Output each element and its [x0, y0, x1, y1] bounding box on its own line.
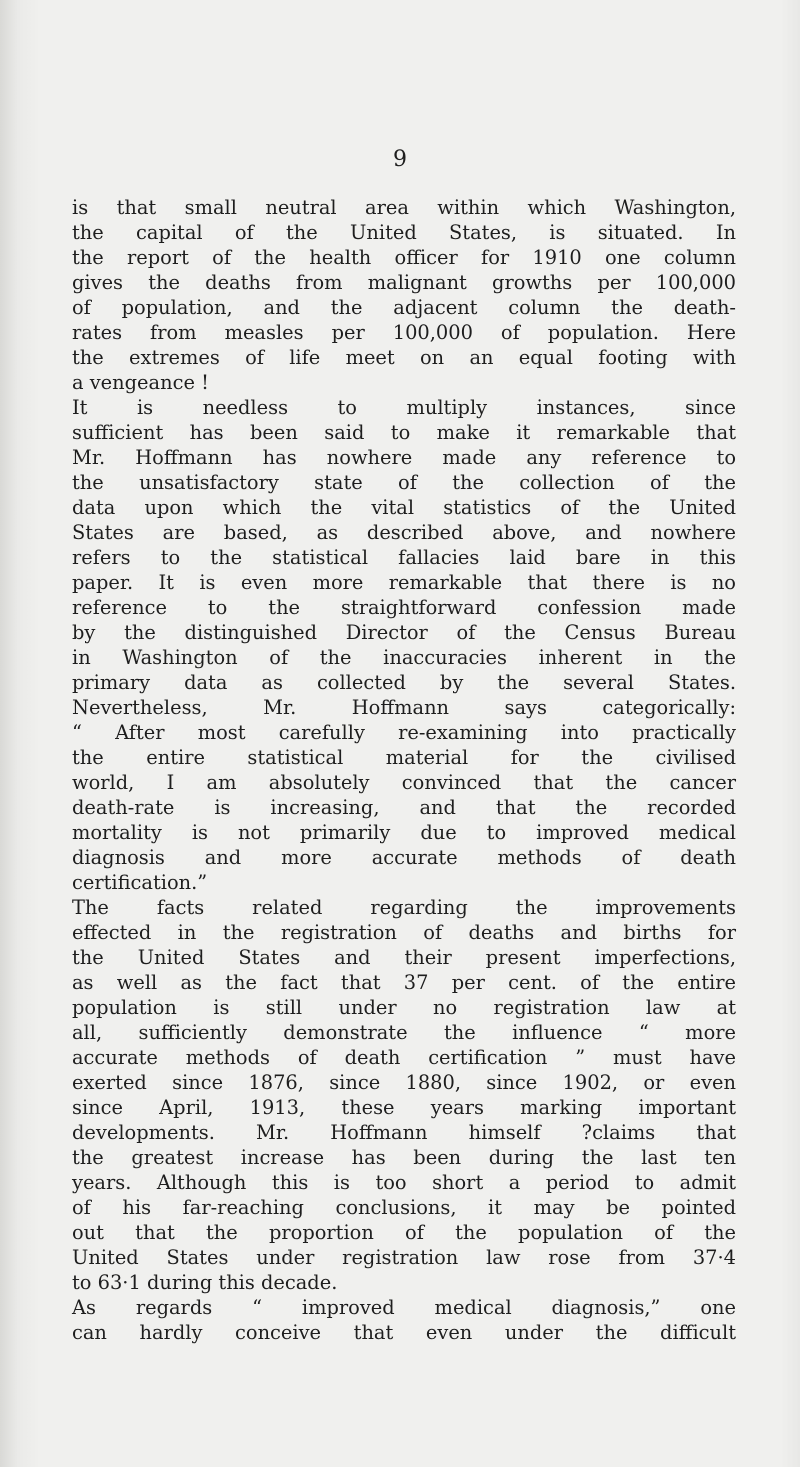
text-line: by the distinguished Director of the Census Bureau	[72, 621, 736, 644]
text-line: paper. It is even more remarkable that there is no	[72, 571, 736, 594]
text-line: death-rate is increasing, and that the recorded	[72, 796, 736, 819]
text-line: all, sufficiently demonstrate the influence “ more	[72, 1021, 736, 1044]
text-line: the extremes of life meet on an equal footing with	[72, 346, 736, 369]
text-line: years. Although this is too short a period to admit	[72, 1171, 736, 1194]
text-line: effected in the registration of deaths and births for	[72, 921, 736, 944]
text-line: exerted since 1876, since 1880, since 1902, or even	[72, 1071, 736, 1094]
text-line: since April, 1913, these years marking important	[72, 1096, 736, 1119]
text-line: in Washington of the inaccuracies inherent in the	[72, 646, 736, 669]
text-line: Nevertheless, Mr. Hoffmann says categorically:	[72, 696, 736, 719]
text-line: primary data as collected by the several States.	[72, 671, 736, 694]
text-line: “ After most carefully re-examining into practically	[72, 721, 736, 744]
text-line: the entire statistical material for the civilised	[72, 746, 736, 769]
text-line: accurate methods of death certification ” must have	[72, 1046, 736, 1069]
text-line: data upon which the vital statistics of the United	[72, 496, 736, 519]
text-line: sufficient has been said to make it remarkable that	[72, 421, 736, 444]
text-line: developments. Mr. Hoffmann himself ?claims that	[72, 1121, 736, 1144]
text-line: the report of the health officer for 1910 one column	[72, 246, 736, 269]
text-line: As regards “ improved medical diagnosis,” one	[72, 1296, 736, 1319]
text-line: to 63·1 during this decade.	[72, 1271, 338, 1294]
text-line: as well as the fact that 37 per cent. of the entire	[72, 971, 736, 994]
text-line: a vengeance !	[72, 371, 209, 394]
text-line: gives the deaths from malignant growths per 100,000	[72, 271, 736, 294]
body-text	[72, 195, 736, 1345]
text-line: is that small neutral area within which Washington,	[72, 196, 736, 219]
text-line: population is still under no registration law at	[72, 996, 736, 1019]
text-line: of population, and the adjacent column the death-	[72, 296, 736, 319]
text-line: Mr. Hoffmann has nowhere made any reference to	[72, 446, 736, 469]
text-line: rates from measles per 100,000 of population. Here	[72, 321, 736, 344]
page-number: 9	[393, 147, 407, 172]
text-line: mortality is not primarily due to improved medical	[72, 821, 736, 844]
text-line: refers to the statistical fallacies laid bare in this	[72, 546, 736, 569]
text-line: the United States and their present imperfections,	[72, 946, 736, 969]
text-line: world, I am absolutely convinced that the cancer	[72, 771, 736, 794]
text-line: the greatest increase has been during the last ten	[72, 1146, 736, 1169]
text-line: reference to the straightforward confession made	[72, 596, 736, 619]
text-line: of his far-reaching conclusions, it may be pointed	[72, 1196, 736, 1219]
text-line: States are based, as described above, and nowhere	[72, 521, 736, 544]
text-line: The facts related regarding the improvements	[72, 896, 736, 919]
text-line: out that the proportion of the population of the	[72, 1221, 736, 1244]
text-line: diagnosis and more accurate methods of death	[72, 846, 736, 869]
text-line: certification.”	[72, 871, 208, 894]
text-line: It is needless to multiply instances, since	[72, 396, 736, 419]
text-line: United States under registration law rose from 37·4	[72, 1246, 736, 1269]
text-line: the unsatisfactory state of the collection of the	[72, 471, 736, 494]
text-line: can hardly conceive that even under the difficult	[72, 1321, 736, 1344]
text-line: the capital of the United States, is situated. In	[72, 221, 736, 244]
